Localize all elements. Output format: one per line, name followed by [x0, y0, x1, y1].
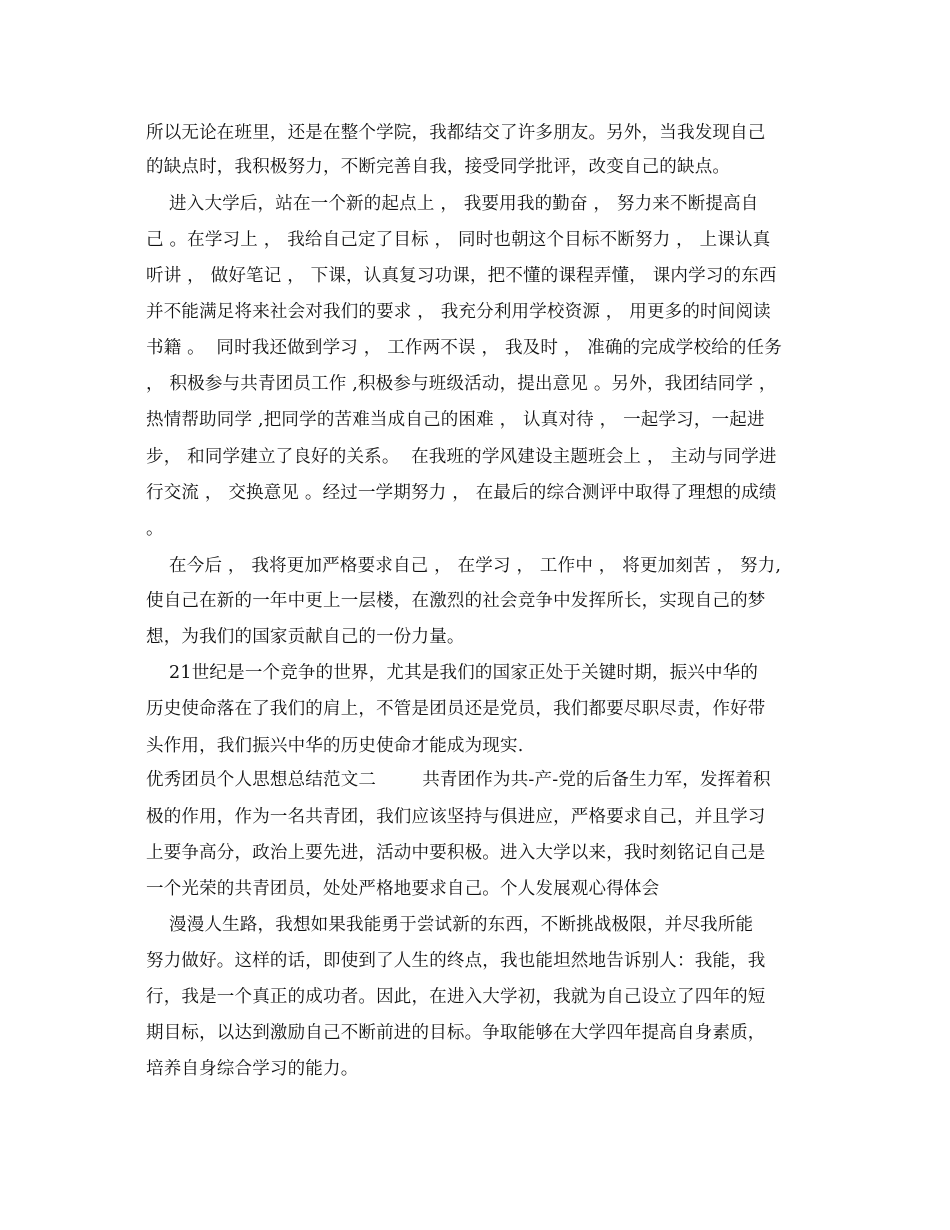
text-line: 期目标，以达到激励自己不断前进的目标。争取能够在大学四年提高自身素质， [146, 1023, 766, 1043]
text-line: 听讲 ， 做好笔记 ， 下课，认真复习功课，把不懂的课程弄懂， 课内学习的东西 [146, 266, 777, 286]
text-line: 一个光荣的共青团员，处处严格地要求自己。个人发展观心得体会 [146, 879, 660, 899]
text-line: 步， 和同学建立了良好的关系。 在我班的学风建设主题班会上 ， 主动与同学进 [146, 447, 777, 467]
text-line: 并不能满足将来社会对我们的要求 ， 我充分利用学校资源 ， 用更多的时间阅读 [146, 302, 771, 322]
text-line: 想，为我们的国家贡献自己的一份力量。 [146, 627, 465, 647]
text-line: 优秀团员个人思想总结范文二 共青团作为共-产-党的后备生力军，发挥着积 [146, 770, 771, 790]
text-line: 进入大学后，站在一个新的起点上 ， 我要用我的勤奋 ， 努力来不断提高自 [146, 194, 759, 214]
text-line: 。 [146, 519, 164, 539]
text-line: 所以无论在班里，还是在整个学院，我都结交了许多朋友。另外，当我发现自己 [146, 123, 766, 143]
text-line: 极的作用，作为一名共青团，我们应该坚持与俱进应，严格要求自己，并且学习 [146, 807, 766, 827]
text-line: 在今后 ， 我将更加严格要求自己 ， 在学习 ， 工作中 ， 将更加刻苦 ， 努力, [146, 556, 782, 576]
text-line: 己 。在学习上 ， 我给自己定了目标 ， 同时也朝这个目标不断努力 ， 上课认真 [146, 230, 771, 250]
text-line: 书籍 。 同时我还做到学习 ， 工作两不误 ， 我及时 ， 准确的完成学校给的任务 [146, 338, 782, 358]
text-line: 行交流 ， 交换意见 。经过一学期努力 ， 在最后的综合测评中取得了理想的成绩 [146, 483, 777, 503]
text-line: 头作用，我们振兴中华的历史使命才能成为现实. [146, 736, 524, 756]
text-line: 的缺点时，我积极努力，不断完善自我，接受同学批评，改变自己的缺点。 [146, 157, 731, 177]
text-line: ， 积极参与共青团员工作 ,积极参与班级活动，提出意见 。另外，我团结同学 ， [146, 374, 777, 394]
text-line: 漫漫人生路，我想如果我能勇于尝试新的东西，不断挑战极限，并尽我所能 [146, 915, 754, 935]
text-line: 上要争高分，政治上要先进，活动中要积极。进入大学以来，我时刻铭记自己是 [146, 843, 766, 863]
text-line: 21世纪是一个竞争的世界，尤其是我们的国家正处于关键时期，振兴中华的 [146, 663, 759, 683]
text-line: 努力做好。这样的话，即使到了人生的终点，我也能坦然地告诉别人：我能，我 [146, 951, 766, 971]
text-line: 历史使命落在了我们的肩上，不管是团员还是党员，我们都要尽职尽责，作好带 [146, 699, 766, 719]
text-line: 使自己在新的一年中更上一层楼，在激烈的社会竞争中发挥所长，实现自己的梦 [146, 591, 766, 611]
text-line: 培养自身综合学习的能力。 [146, 1059, 359, 1079]
text-line: 行，我是一个真正的成功者。因此，在进入大学初，我就为自己设立了四年的短 [146, 987, 766, 1007]
text-line: 热情帮助同学 ,把同学的苦难当成自己的困难 ， 认真对待 ， 一起学习，一起进 [146, 410, 765, 430]
